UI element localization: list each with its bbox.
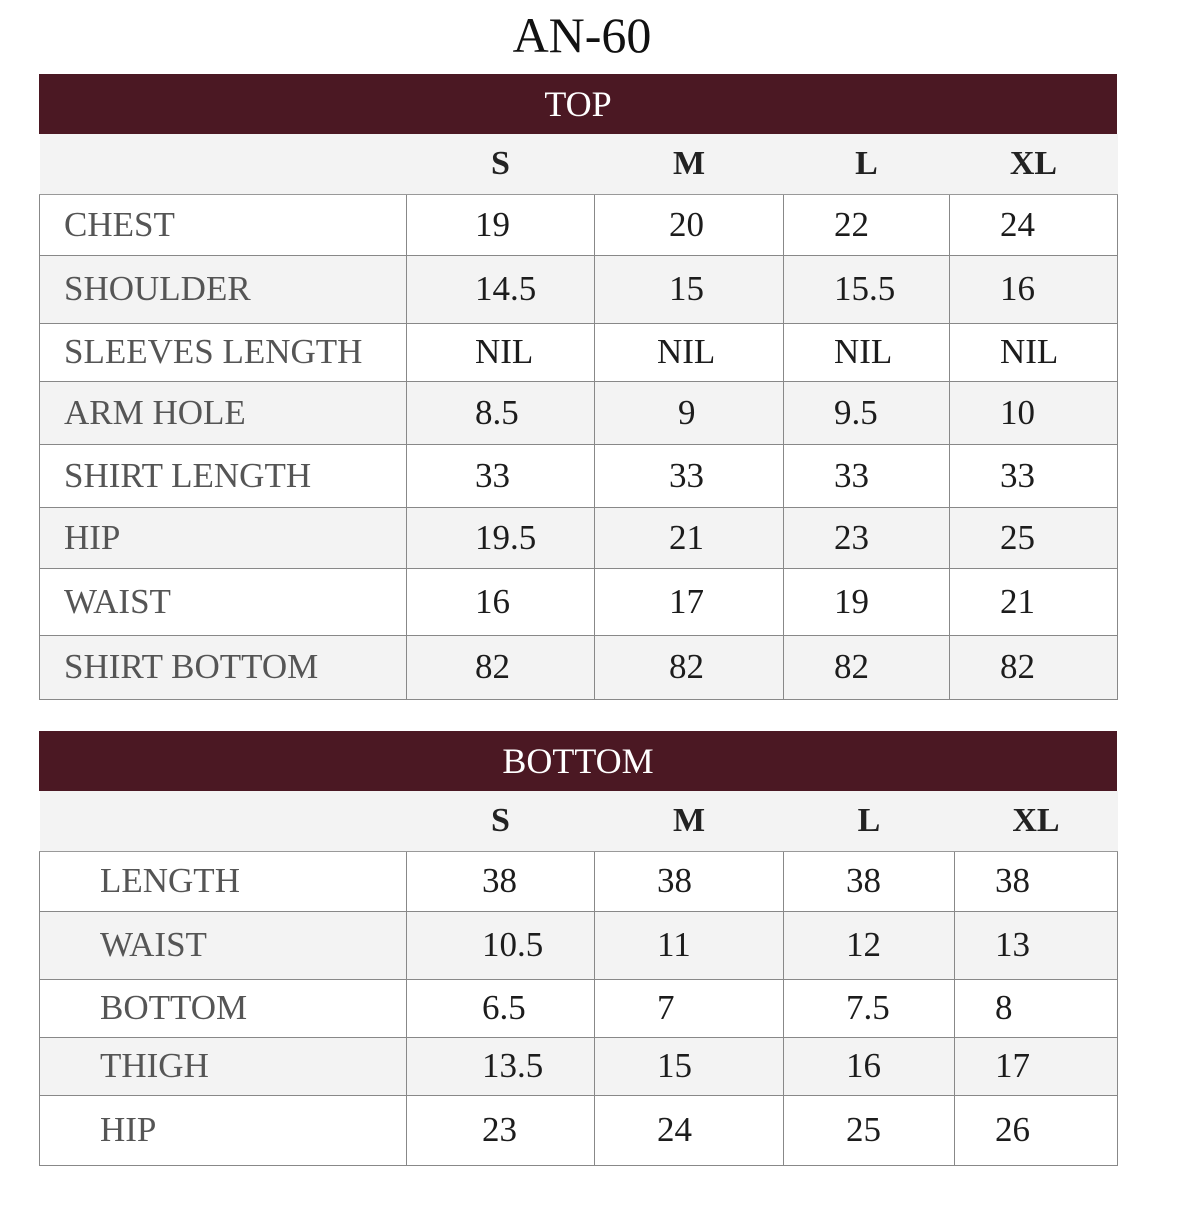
table-row	[40, 381, 1118, 444]
value-cell: 38	[784, 851, 955, 911]
row-label: BOTTOM	[40, 979, 407, 1037]
value-cell: 8	[955, 979, 1118, 1037]
value-cell: 16	[950, 255, 1118, 323]
table-row	[40, 635, 1118, 699]
row-label: SHOULDER	[40, 255, 407, 323]
row-label: HIP	[40, 507, 407, 568]
size-header-xl: XL	[955, 791, 1118, 851]
value-cell: 13	[955, 911, 1118, 979]
value-cell: NIL	[407, 323, 595, 381]
table-row	[40, 255, 1118, 323]
row-label: LENGTH	[40, 851, 407, 911]
value-cell: 25	[950, 507, 1118, 568]
row-label: WAIST	[40, 568, 407, 635]
value-cell: 23	[784, 507, 950, 568]
row-label: WAIST	[40, 911, 407, 979]
table-row	[40, 1037, 1118, 1095]
value-cell: 17	[955, 1037, 1118, 1095]
value-cell: NIL	[595, 323, 784, 381]
bottom-size-chart	[39, 731, 1117, 1166]
row-label: SHIRT BOTTOM	[40, 635, 407, 699]
value-cell: 82	[950, 635, 1118, 699]
value-cell: 12	[784, 911, 955, 979]
top-section-heading: TOP	[39, 74, 1117, 134]
size-header-s: S	[407, 134, 595, 194]
value-cell: 6.5	[407, 979, 595, 1037]
table-row	[40, 568, 1118, 635]
value-cell: 33	[595, 444, 784, 507]
value-cell: 11	[595, 911, 784, 979]
value-cell: 25	[784, 1095, 955, 1165]
value-cell: 16	[407, 568, 595, 635]
value-cell: 9	[595, 381, 784, 444]
size-header-empty	[40, 134, 407, 194]
size-header-l: L	[784, 791, 955, 851]
value-cell: 15	[595, 1037, 784, 1095]
value-cell: 33	[407, 444, 595, 507]
value-cell: 38	[407, 851, 595, 911]
row-label: SLEEVES LENGTH	[40, 323, 407, 381]
value-cell: 24	[595, 1095, 784, 1165]
value-cell: 82	[595, 635, 784, 699]
table-row	[40, 911, 1118, 979]
size-header-xl: XL	[950, 134, 1118, 194]
value-cell: 15.5	[784, 255, 950, 323]
size-header-m: M	[595, 791, 784, 851]
value-cell: 16	[784, 1037, 955, 1095]
value-cell: 19	[407, 194, 595, 255]
value-cell: 19.5	[407, 507, 595, 568]
table-row	[40, 851, 1118, 911]
row-label: THIGH	[40, 1037, 407, 1095]
top-size-chart	[39, 74, 1117, 700]
bottom-size-table	[39, 791, 1118, 1166]
value-cell: 14.5	[407, 255, 595, 323]
value-cell: 33	[784, 444, 950, 507]
table-row	[40, 323, 1118, 381]
value-cell: 24	[950, 194, 1118, 255]
value-cell: 82	[407, 635, 595, 699]
value-cell: NIL	[950, 323, 1118, 381]
value-cell: 82	[784, 635, 950, 699]
value-cell: 15	[595, 255, 784, 323]
top-size-table	[39, 134, 1118, 700]
table-row	[40, 444, 1118, 507]
size-header-m: M	[595, 134, 784, 194]
value-cell: 33	[950, 444, 1118, 507]
value-cell: 7	[595, 979, 784, 1037]
value-cell: 38	[595, 851, 784, 911]
page-title: AN-60	[512, 7, 652, 63]
table-row	[40, 507, 1118, 568]
value-cell: NIL	[784, 323, 950, 381]
value-cell: 20	[595, 194, 784, 255]
value-cell: 10	[950, 381, 1118, 444]
table-row	[40, 194, 1118, 255]
value-cell: 10.5	[407, 911, 595, 979]
value-cell: 17	[595, 568, 784, 635]
value-cell: 26	[955, 1095, 1118, 1165]
row-label: HIP	[40, 1095, 407, 1165]
value-cell: 9.5	[784, 381, 950, 444]
row-label: SHIRT LENGTH	[40, 444, 407, 507]
size-header-l: L	[784, 134, 950, 194]
value-cell: 38	[955, 851, 1118, 911]
size-header-row	[40, 134, 1118, 194]
size-header-row	[40, 791, 1118, 851]
value-cell: 19	[784, 568, 950, 635]
value-cell: 13.5	[407, 1037, 595, 1095]
size-header-s: S	[407, 791, 595, 851]
table-row	[40, 1095, 1118, 1165]
row-label: CHEST	[40, 194, 407, 255]
value-cell: 21	[595, 507, 784, 568]
row-label: ARM HOLE	[40, 381, 407, 444]
bottom-section-heading: BOTTOM	[39, 731, 1117, 791]
value-cell: 8.5	[407, 381, 595, 444]
value-cell: 22	[784, 194, 950, 255]
value-cell: 7.5	[784, 979, 955, 1037]
value-cell: 21	[950, 568, 1118, 635]
value-cell: 23	[407, 1095, 595, 1165]
size-header-empty	[40, 791, 407, 851]
table-row	[40, 979, 1118, 1037]
